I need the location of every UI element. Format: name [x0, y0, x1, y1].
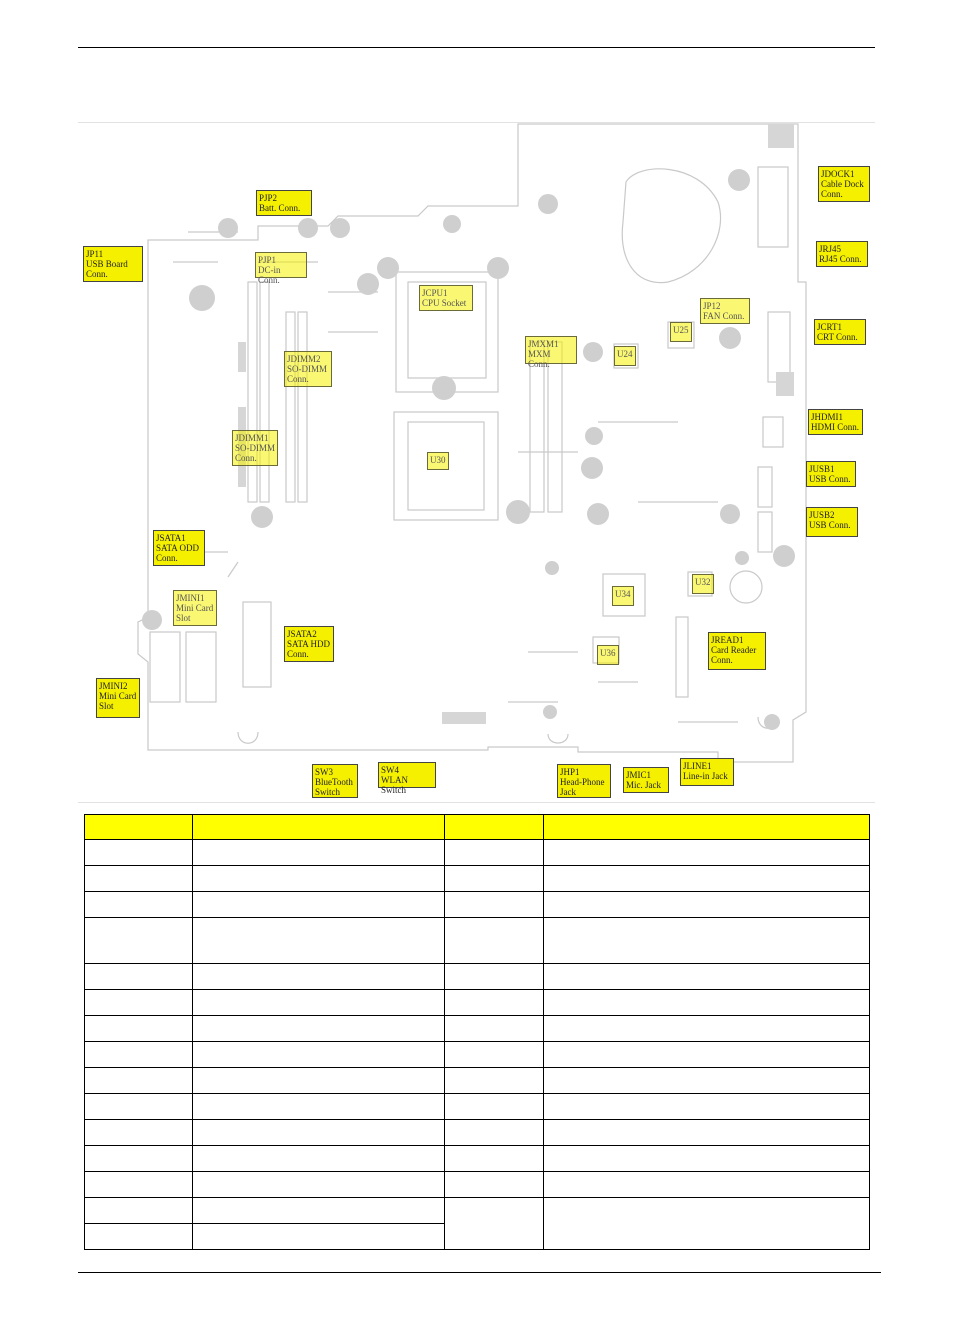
callout-jmxm1: JMXM1 MXM Conn.: [525, 336, 577, 364]
table-row: [85, 1120, 870, 1146]
table-header-cell: [544, 815, 870, 840]
callout-jcrt1: JCRT1 CRT Conn.: [814, 319, 866, 345]
footer-rule: [78, 1272, 881, 1273]
table-row: [85, 1094, 870, 1120]
table-row: [85, 1198, 870, 1224]
table-header-row: [85, 815, 870, 840]
table-header-cell: [85, 815, 193, 840]
callout-jmic1: JMIC1 Mic. Jack: [623, 767, 669, 793]
callout-jusb1: JUSB1 USB Conn.: [806, 461, 856, 487]
callout-jhp1: JHP1 Head-Phone Jack: [557, 764, 611, 798]
callout-jcpu1: JCPU1 CPU Socket: [419, 285, 473, 311]
table-row: [85, 918, 870, 964]
callout-u36: U36: [597, 645, 619, 665]
callout-jdimm1: JDIMM1 SO-DIMM Conn.: [232, 430, 278, 466]
table-row: [85, 1146, 870, 1172]
callout-jmini2: JMINI2 Mini Card Slot: [96, 678, 140, 718]
table-header-cell: [444, 815, 544, 840]
callout-jp11: JP11 USB Board Conn.: [83, 246, 143, 282]
callout-jline1: JLINE1 Line-in Jack: [680, 758, 734, 786]
component-table: [84, 814, 870, 1250]
callout-u24: U24: [614, 346, 636, 366]
callout-jsata1: JSATA1 SATA ODD Conn.: [153, 530, 205, 566]
header-rule: [78, 47, 875, 48]
callout-jdimm2: JDIMM2 SO-DIMM Conn.: [284, 351, 332, 387]
callout-jp12: JP12 FAN Conn.: [700, 298, 750, 324]
callout-pjp2: PJP2 Batt. Conn.: [256, 190, 312, 216]
callout-u30: U30: [427, 452, 449, 470]
motherboard-diagram: [78, 122, 875, 802]
callout-jread1: JREAD1 Card Reader Conn.: [708, 632, 766, 670]
callout-jhdmi1: JHDMI1 HDMI Conn.: [808, 409, 863, 435]
table-row: [85, 1068, 870, 1094]
callout-pjp1: PJP1 DC-in Conn.: [255, 252, 307, 278]
callout-jdock1: JDOCK1 Cable Dock Conn.: [818, 166, 870, 202]
callout-jusb2: JUSB2 USB Conn.: [806, 507, 858, 537]
table-row: [85, 1016, 870, 1042]
table-header-cell: [192, 815, 444, 840]
table-row: [85, 840, 870, 866]
table-row: [85, 1172, 870, 1198]
callout-u32: U32: [692, 574, 714, 594]
table-row: [85, 990, 870, 1016]
callout-jsata2: JSATA2 SATA HDD Conn.: [284, 626, 334, 662]
callout-jrj45: JRJ45 RJ45 Conn.: [816, 241, 868, 267]
callout-u34: U34: [612, 586, 634, 606]
callout-sw4: SW4 WLAN Switch: [378, 762, 436, 788]
table-row: [85, 964, 870, 990]
callout-jmini1: JMINI1 Mini Card Slot: [173, 590, 217, 626]
table-row: [85, 866, 870, 892]
callout-sw3: SW3 BlueTooth Switch: [312, 764, 358, 798]
table-row: [85, 892, 870, 918]
callout-u25: U25: [670, 322, 692, 342]
table-row: [85, 1042, 870, 1068]
figure-bottom-border: [78, 802, 875, 803]
